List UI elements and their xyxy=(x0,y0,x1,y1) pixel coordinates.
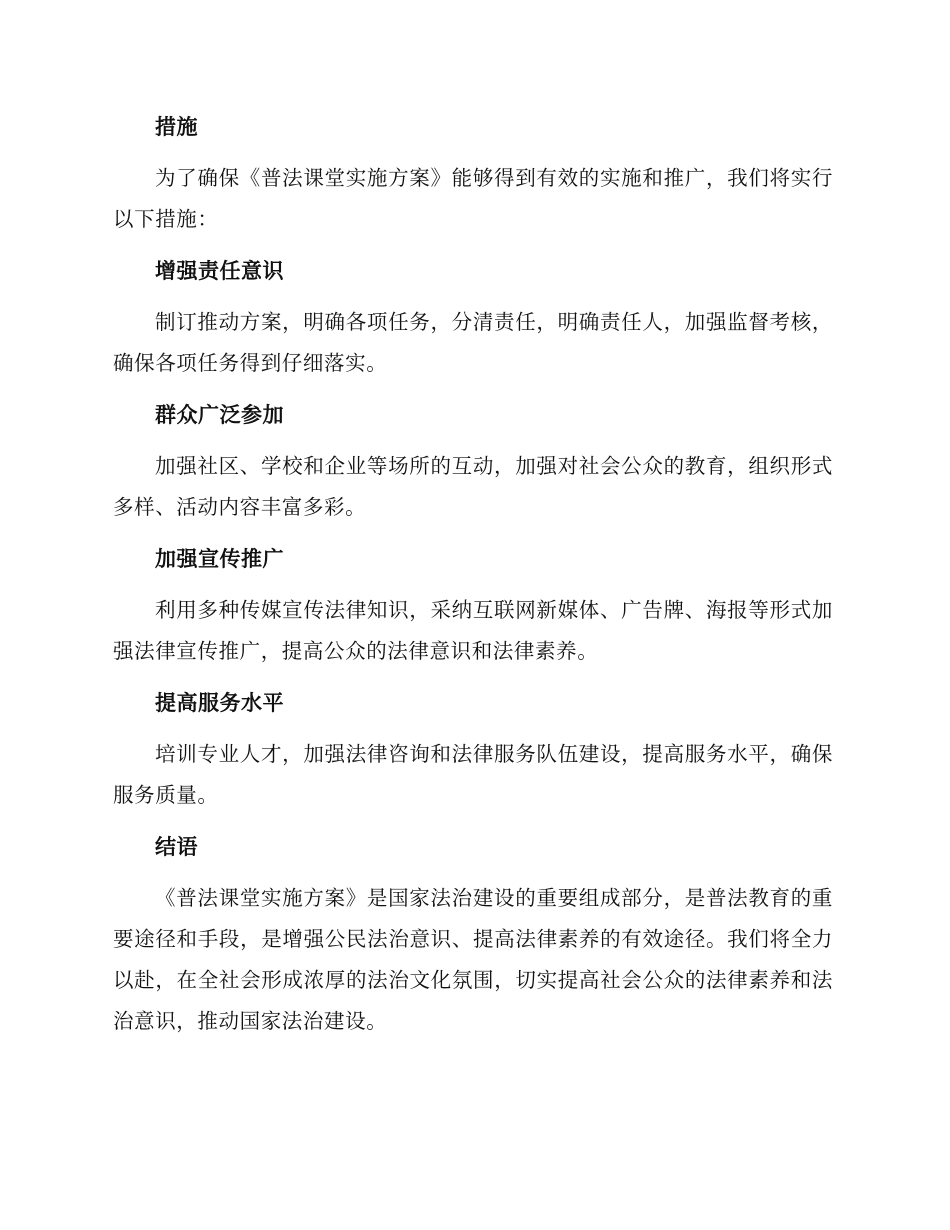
section-public-participation xyxy=(113,394,833,528)
section-conclusion xyxy=(113,826,833,1042)
section-service-level xyxy=(113,682,833,816)
section-paragraph: 利用多种传媒宣传法律知识，采纳互联网新媒体、广告牌、海报等形式加强法律宣传推广，提高公众的法律意识和法律素养。 xyxy=(113,598,833,663)
section-responsibility xyxy=(113,250,833,384)
section-publicity xyxy=(113,538,833,672)
section-heading: 提高服务水平 xyxy=(155,691,284,715)
section-heading: 群众广泛参加 xyxy=(155,403,284,427)
section-measures xyxy=(113,106,833,240)
section-paragraph: 为了确保《普法课堂实施方案》能够得到有效的实施和推广，我们将实行以下措施： xyxy=(113,166,833,231)
section-heading: 增强责任意识 xyxy=(155,259,284,283)
section-paragraph: 《普法课堂实施方案》是国家法治建设的重要组成部分，是普法教育的重要途径和手段，是增强公民法治意识、提高法律素养的有效途径。我们将全力以赴，在全社会形成浓厚的法治文化氛围，切实提高社会公众的法律素养和法治意识，推动国家法治建设。 xyxy=(113,886,833,1033)
section-paragraph: 培训专业人才，加强法律咨询和法律服务队伍建设，提高服务水平，确保服务质量。 xyxy=(113,742,833,807)
section-heading: 措施 xyxy=(155,115,198,139)
document-page xyxy=(113,106,833,1052)
section-paragraph: 制订推动方案，明确各项任务，分清责任，明确责任人，加强监督考核，确保各项任务得到仔细落实。 xyxy=(113,310,833,375)
section-heading: 结语 xyxy=(155,835,198,859)
section-paragraph: 加强社区、学校和企业等场所的互动，加强对社会公众的教育，组织形式多样、活动内容丰富多彩。 xyxy=(113,454,833,519)
section-heading: 加强宣传推广 xyxy=(155,547,284,571)
